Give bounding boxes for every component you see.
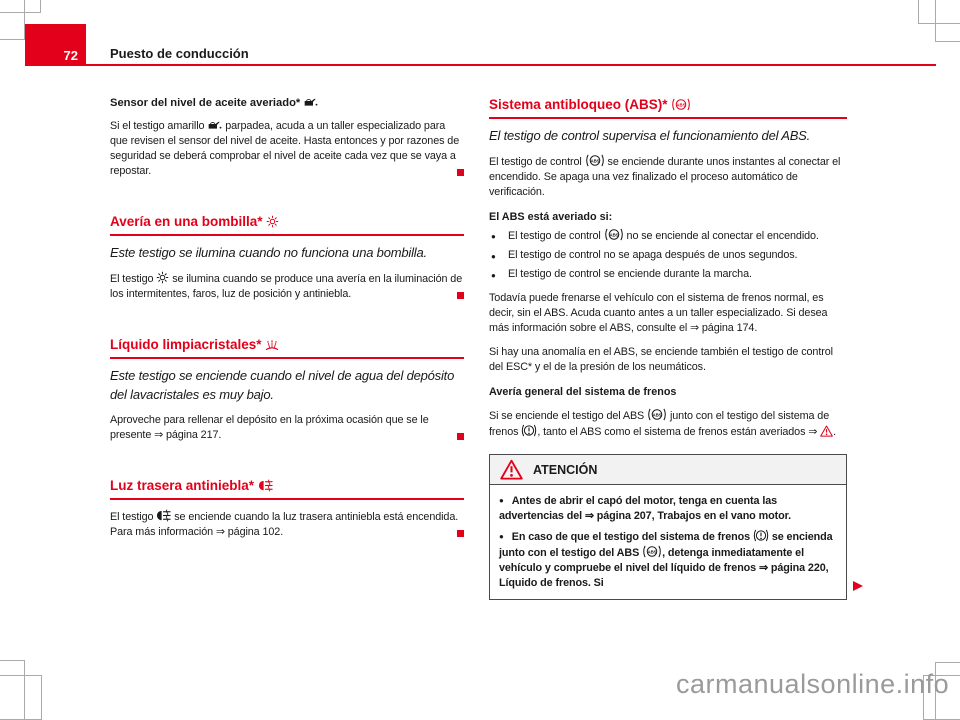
paragraph: El testigo de control ABS se enciende durante unos instantes al conectar el encendido. Se apaga una vez finalizado el proceso automático de verificación.	[489, 156, 841, 198]
attention-body	[490, 485, 846, 599]
bullet-item: ● El testigo de control ABS no se enciende al conectar el encendido.	[489, 228, 847, 244]
svg-text:ABS: ABS	[652, 412, 662, 418]
svg-text:ABS: ABS	[590, 158, 600, 164]
attention-bullet: ● En caso de que el testigo del sistema de frenos se encienda junto con el testigo del ABS ABS , detenga inmediatamente el vehículo y compruebe el nivel del líquido de frenos ⇒ página 220, Líquido de frenos. Si	[499, 531, 833, 589]
page-number-box	[25, 24, 86, 66]
section-heading-red: Avería en una bombilla*	[110, 213, 464, 236]
oil-level-icon	[207, 120, 222, 131]
section-lead: Este testigo se enciende cuando el nivel de agua del depósito del lavacristales es muy bajo.	[110, 368, 455, 402]
abs-icon	[585, 154, 605, 167]
section-end-marker	[457, 292, 464, 299]
bullet-item: ● El testigo de control no se apaga después de unos segundos.	[489, 248, 847, 263]
section-heading: Sensor del nivel de aceite averiado*	[110, 96, 464, 110]
attention-header	[490, 455, 846, 485]
washer-fluid-icon	[265, 339, 279, 351]
page-title: Puesto de conducción	[110, 46, 249, 61]
sub-heading: El ABS está averiado si:	[489, 211, 613, 223]
attention-box	[489, 454, 847, 600]
left-column	[110, 96, 464, 540]
section-end-marker	[457, 530, 464, 537]
bullet-marker: ●	[499, 532, 504, 541]
crop-mark-top-right	[935, 0, 960, 42]
svg-text:ABS: ABS	[609, 232, 619, 238]
warning-triangle-icon	[500, 459, 523, 480]
brake-system-icon	[521, 424, 537, 437]
paragraph: Aproveche para rellenar el depósito en la próxima ocasión que se le presente ⇒ página 217.	[110, 413, 464, 443]
brake-system-icon	[753, 529, 769, 542]
section-heading-red: Líquido limpiacristales*	[110, 336, 464, 359]
section-heading-red: Luz trasera antiniebla*	[110, 477, 464, 500]
sub-heading: Avería general del sistema de frenos	[489, 386, 677, 398]
rear-fog-icon	[258, 479, 273, 492]
crop-mark-bottom-left	[0, 675, 42, 720]
abs-icon	[647, 408, 667, 421]
bulb-failure-icon	[156, 271, 169, 284]
svg-text:ABS: ABS	[647, 549, 657, 555]
abs-icon	[671, 98, 691, 111]
section-heading-red: Sistema antibloqueo (ABS)* ABS	[489, 96, 847, 119]
paragraph: Si se enciende el testigo del ABS ABS junto con el testigo del sistema de frenos , tanto el ABS como el sistema de frenos están averiados ⇒ .	[489, 410, 837, 438]
continuation-arrow-icon	[853, 581, 863, 591]
rear-fog-icon	[156, 509, 171, 522]
bullet-marker: ●	[499, 496, 504, 505]
bullet-item: ● El testigo de control se enciende durante la marcha.	[489, 267, 847, 282]
section-end-marker	[457, 169, 464, 176]
section-lead: El testigo de control supervisa el funcionamiento del ABS.	[489, 128, 811, 143]
attention-title: ATENCIÓN	[533, 462, 598, 477]
bullet-list	[489, 228, 847, 282]
abs-icon	[642, 545, 662, 558]
bulb-failure-icon	[266, 215, 279, 228]
attention-bullet: ● Antes de abrir el capó del motor, tenga en cuenta las advertencias del ⇒ página 207, Trabajos en el vano motor.	[499, 495, 791, 522]
crop-mark-top-left	[0, 0, 41, 13]
paragraph: Si hay una anomalía en el ABS, se enciende también el testigo de control del ESC* y el de la presión de los neumáticos.	[489, 346, 833, 373]
abs-icon	[604, 228, 624, 241]
section-lead: Este testigo se ilumina cuando no funciona una bombilla.	[110, 245, 427, 260]
header-rule	[86, 64, 936, 66]
watermark: carmanualsonline.info	[676, 669, 950, 699]
oil-level-icon	[303, 97, 318, 108]
paragraph: Si el testigo amarillo parpadea, acuda a un taller especializado para que revisen el sensor del nivel de aceite. Hasta entonces y por razones de seguridad se deberá comprobar el nivel de aceite cada vez que se vaya a repostar.	[110, 119, 464, 179]
page-number: 72	[63, 48, 78, 63]
section-end-marker	[457, 433, 464, 440]
paragraph: Todavía puede frenarse el vehículo con el sistema de frenos normal, es decir, sin el ABS. Acuda cuanto antes a un taller especializado. Si desea más información sobre el ABS, consulte el ⇒ página 174.	[489, 292, 828, 334]
paragraph: El testigo se ilumina cuando se produce una avería en la iluminación de los intermitentes, faros, luz de posición y antiniebla.	[110, 273, 463, 300]
warning-triangle-icon	[820, 425, 833, 437]
paragraph: El testigo se enciende cuando la luz trasera antiniebla está encendida. Para más información ⇒ página 102.	[110, 509, 464, 540]
right-column	[489, 96, 847, 600]
svg-text:ABS: ABS	[676, 102, 686, 108]
